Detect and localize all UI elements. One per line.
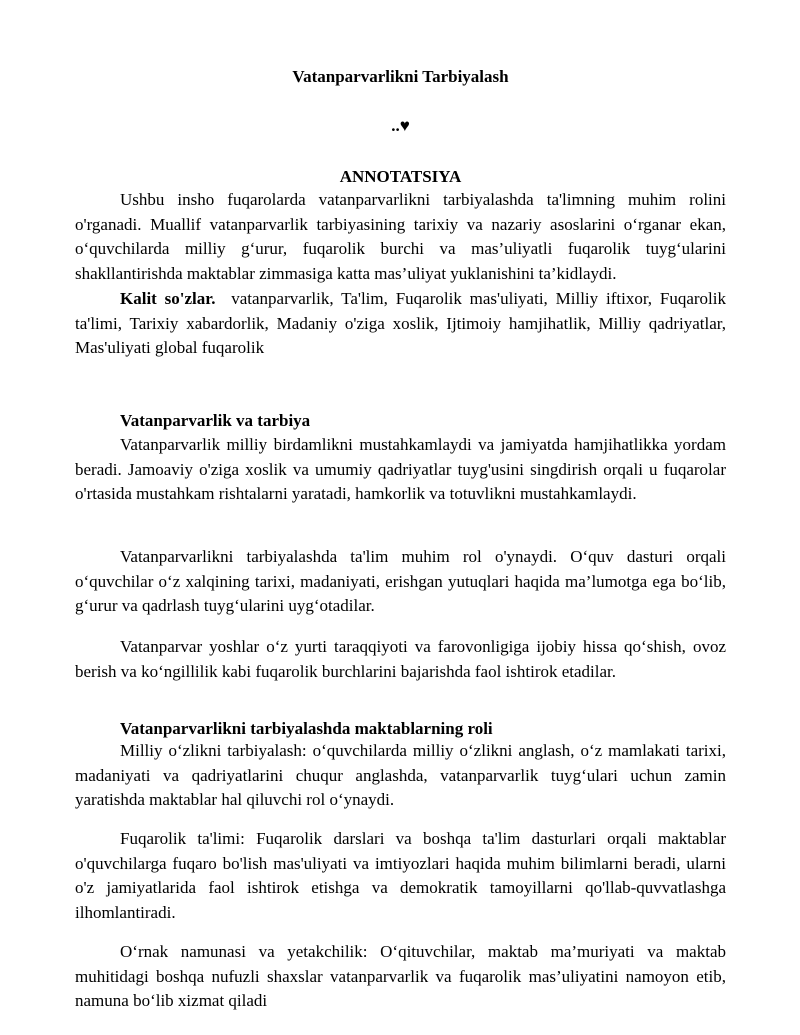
section-heading: Vatanparvarlikni tarbiyalashda maktablarning roli [120, 719, 493, 738]
keywords-text: vatanparvarlik, Ta'lim, Fuqarolik mas'uliyati, Milliy iftixor, Fuqarolik ta'limi, Tarixiy xabardorlik, Madaniy o'ziga xoslik, Ijtimoiy hamjihatlik, Milliy qadriyatlar, Mas'uliyati global fuqarolik [75, 289, 726, 357]
document-title: Vatanparvarlikni Tarbiyalash [292, 67, 509, 86]
section2-paragraph-2-block [75, 827, 726, 925]
section1-paragraph: Vatanparvar yoshlar o‘z yurti taraqqiyoti va farovonligiga ijobiy hissa qo‘shish, ovoz berish va ko‘ngillilik kabi fuqarolik burchlarini bajarishda faol ishtirok etadilar. [75, 637, 726, 681]
keywords-block [75, 287, 726, 361]
section1-paragraph: Vatanparvarlikni tarbiyalashda ta'lim muhim rol o'ynaydi. O‘quv dasturi orqali o‘quvchilar o‘z xalqining tarixi, madaniyati, erishgan yutuqlari haqida ma’lumotga ega bo‘lib, g‘urur va qadrlash tuyg‘ularini uyg‘otadilar. [75, 547, 726, 615]
annotation-heading: ANNOTATSIYA [339, 167, 462, 186]
section2-paragraph: O‘rnak namunasi va yetakchilik: O‘qituvchilar, maktab ma’muriyati va maktab muhitidagi boshqa nufuzli shaxslar vatanparvarlik va fuqarolik mas’uliyatini namoyon etib, namuna bo‘lib xizmat qiladi [75, 942, 726, 1010]
section2-paragraph: Milliy o‘zlikni tarbiyalash: o‘quvchilarda milliy o‘zlikni anglash, o‘z mamlakati tarixi, madaniyati va qadriyatlarini chuqur anglashda, vatanparvarlik tuyg‘ulari uchun zamin yaratishda maktablar hal qiluvchi rol o‘ynaydi. [75, 741, 726, 809]
keywords-label: Kalit so'zlar. [120, 289, 216, 308]
heart-icon: ..♥ [391, 116, 410, 135]
section2-paragraph-3-block [75, 940, 726, 1014]
section2-paragraph-1-block [75, 739, 726, 813]
annotation-block [75, 188, 726, 286]
section1-paragraph-1-block [75, 433, 726, 507]
section1-paragraph-2-block [75, 545, 726, 619]
keywords-paragraph [75, 287, 726, 361]
section-maktablar [75, 718, 726, 740]
section-heading: Vatanparvarlik va tarbiya [120, 411, 311, 430]
section1-paragraph: Vatanparvarlik milliy birdamlikni mustahkamlaydi va jamiyatda hamjihatlikka yordam beradi. Jamoaviy o'ziga xoslik va umumiy qadriyatlar tuyg'usini singdirish orqali u fuqarolar o'rtasida mustahkam rishtalarni yaratadi, hamkorlik va totuvlikni mustahkamlaydi. [75, 435, 726, 503]
section1-paragraph-3-block [75, 635, 726, 684]
section-vatanparvarlik [75, 410, 726, 432]
annotation-paragraph: Ushbu insho fuqarolarda vatanparvarlikni tarbiyalashda ta'limning muhim rolini o'rganadi. Muallif vatanparvarlik tarbiyasining tarixiy va nazariy asoslarini o‘rganar ekan, o‘quvchilarda milliy g‘urur, fuqarolik burchi va mas’uliyatli fuqarolik tuyg‘ularini shakllantirishda maktablar zimmasiga katta mas’uliyat yuklanishini ta’kidlaydi. [75, 190, 726, 283]
section2-paragraph: Fuqarolik ta'limi: Fuqarolik darslari va boshqa ta'lim dasturlari orqali maktablar o'quvchilarga fuqaro bo'lish mas'uliyati va imtiyozlari haqida muhim bilimlarni beradi, ularni o'z jamiyatlarida faol ishtirok etishga va demokratik tamoyillarni qo'llab-quvvatlashga ilhomlantiradi. [75, 829, 726, 922]
